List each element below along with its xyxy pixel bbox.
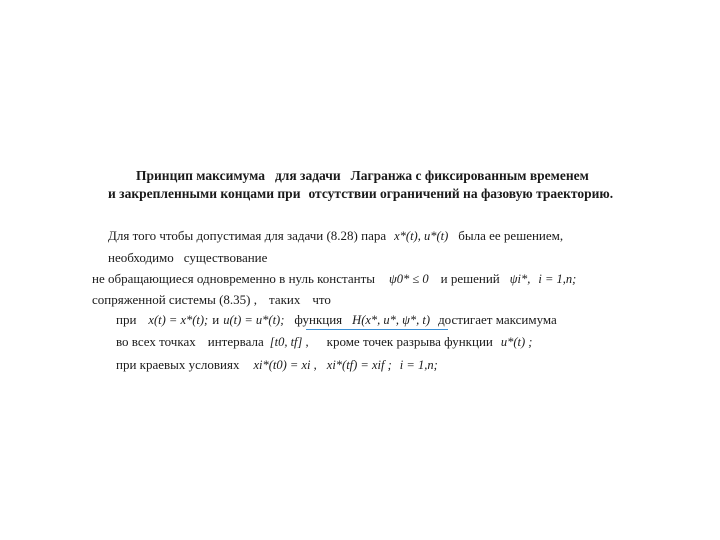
formula-index-range-1: i = 1,n; bbox=[538, 272, 577, 286]
formula-x-equals: x(t) = x*(t); bbox=[148, 313, 209, 327]
formula-initial-condition: xi*(t0) = xi , bbox=[253, 358, 317, 372]
heading-line-2 bbox=[108, 186, 613, 202]
text-interval: интервала bbox=[207, 334, 264, 349]
formula-psi-i: ψi*, bbox=[509, 272, 531, 286]
text-and: и bbox=[212, 312, 220, 327]
text-function: функция bbox=[294, 312, 343, 327]
heading-fixed-ends: и закрепленными концами при bbox=[108, 186, 301, 201]
heading-line-1 bbox=[136, 168, 589, 184]
body-line-7 bbox=[116, 357, 438, 373]
body-line-2 bbox=[108, 250, 267, 266]
text-existence: существование bbox=[183, 250, 268, 265]
text-at: при bbox=[116, 312, 137, 327]
formula-interval: [t0, tf] , bbox=[269, 335, 309, 349]
text-adjoint-system: сопряженной системы (8.35) , bbox=[92, 292, 257, 307]
text-all-points: во всех точках bbox=[116, 334, 196, 349]
text-such: таких bbox=[268, 292, 301, 307]
heading-for-problem: для задачи bbox=[274, 168, 341, 183]
formula-u-equals: u(t) = u*(t); bbox=[223, 313, 285, 327]
formula-hamiltonian: H(x*, u*, ψ*, t) bbox=[352, 313, 431, 327]
formula-psi0: ψ0* ≤ 0 bbox=[389, 272, 429, 286]
heading-no-constraints: отсутствии ограничений на фазовую траекторию. bbox=[308, 186, 614, 201]
text-nonzero-constants: не обращающиеся одновременно в нуль константы bbox=[92, 271, 375, 286]
text-reaches-maximum: достигает максимума bbox=[438, 312, 557, 327]
formula-final-condition: xi*(tf) = xif ; bbox=[326, 358, 392, 372]
formula-u-star: u*(t) ; bbox=[500, 335, 533, 349]
text-except-discontinuity: кроме точек разрыва функции bbox=[326, 334, 493, 349]
body-line-4 bbox=[92, 292, 331, 308]
highlight-underline bbox=[306, 329, 448, 330]
text-that: что bbox=[312, 292, 331, 307]
formula-index-range-2: i = 1,n; bbox=[399, 358, 438, 372]
body-line-6 bbox=[116, 334, 532, 350]
text-and-solutions: и решений bbox=[440, 271, 500, 286]
text-admissible-pair: Для того чтобы допустимая для задачи (8.28) пара bbox=[108, 228, 387, 243]
text-necessary: необходимо bbox=[108, 250, 174, 265]
heading-principle: Принцип максимума bbox=[136, 168, 265, 183]
text-boundary-conditions: при краевых условиях bbox=[116, 357, 240, 372]
heading-lagrange: Лагранжа с фиксированным временем bbox=[350, 168, 589, 183]
text-was-solution: была ее решением, bbox=[458, 228, 564, 243]
body-line-5 bbox=[116, 312, 557, 328]
formula-pair: x*(t), u*(t) bbox=[394, 229, 449, 243]
body-line-3 bbox=[92, 271, 576, 287]
body-line-1 bbox=[108, 228, 563, 244]
